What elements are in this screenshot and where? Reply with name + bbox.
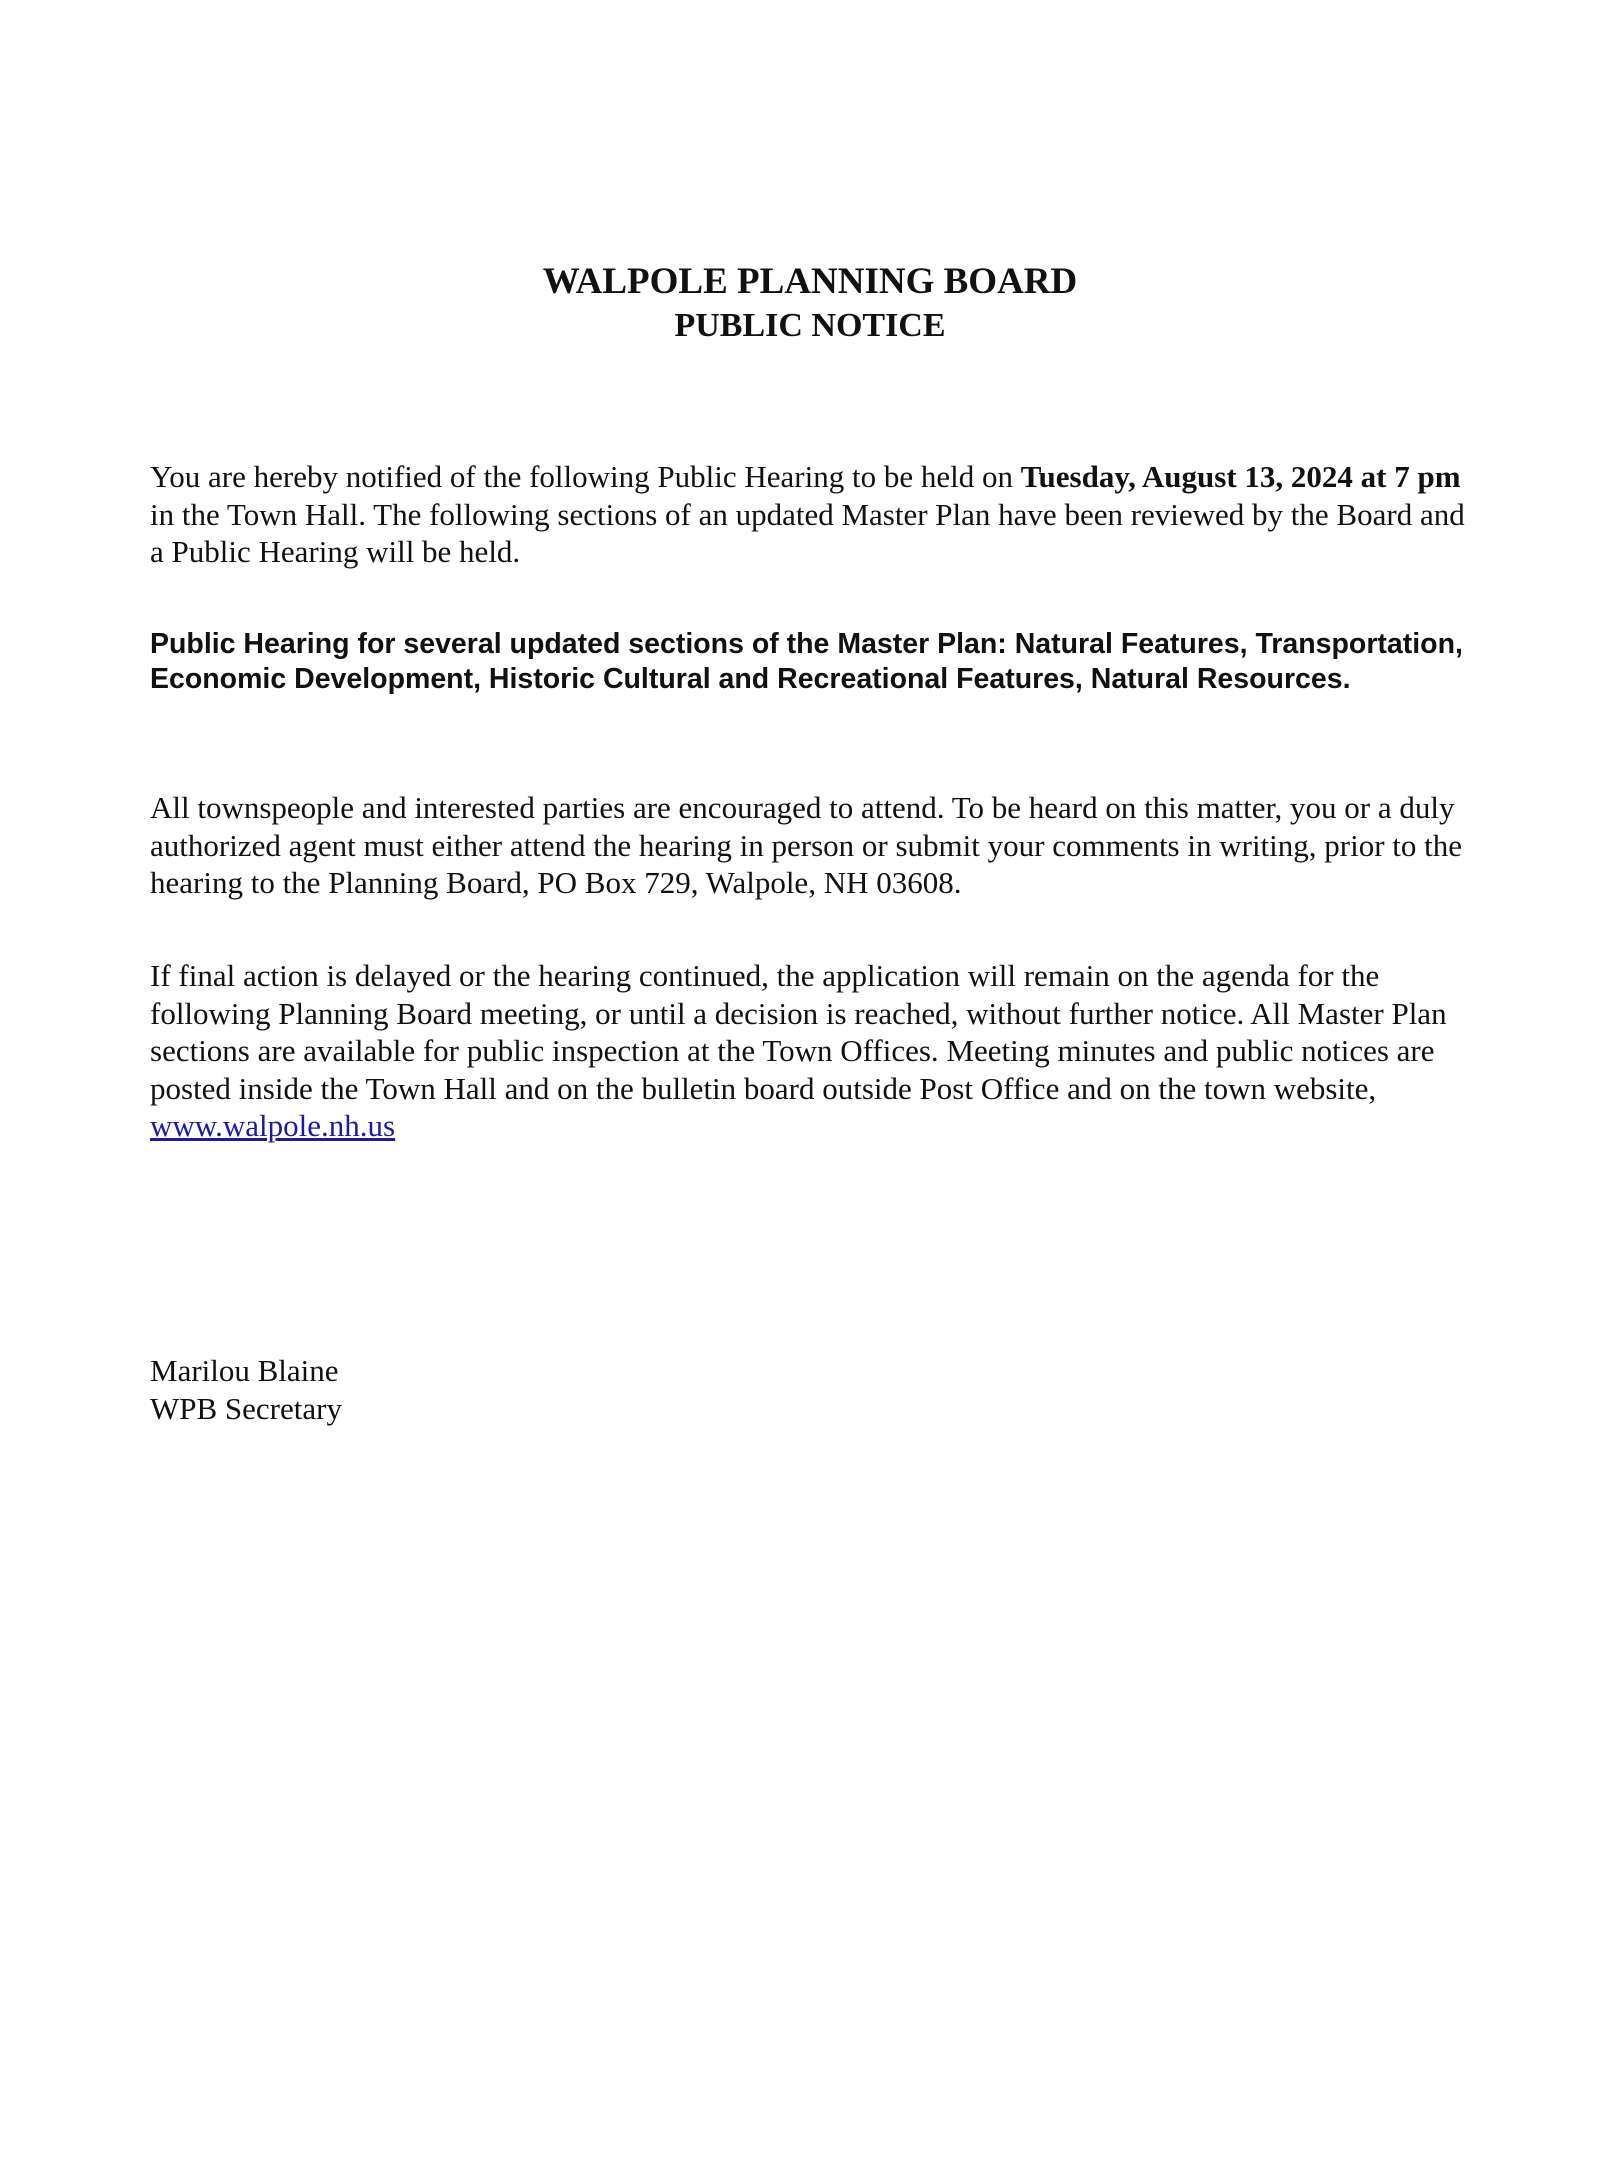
organization-title: WALPOLE PLANNING BOARD [542, 261, 1078, 302]
intro-lead: You are hereby notified of the following Public Hearing to be held on [150, 459, 1021, 494]
intro-rest: in the Town Hall. The following sections of an updated Master Plan have been reviewed by the Board and a Public Hearing will be held. [150, 496, 1465, 569]
signature-block [150, 1352, 342, 1427]
final-action-paragraph [150, 957, 1470, 1145]
signatory-name: Marilou Blaine [150, 1353, 339, 1388]
attendance-paragraph: All townspeople and interested parties are encouraged to attend. To be heard on this matter, you or a duly authorized agent must either attend the hearing in person or submit your comments in writing, prior to the hearing to the Planning Board, PO Box 729, Walpole, NH 03608. [150, 790, 1463, 900]
signatory-title: WPB Secretary [150, 1390, 342, 1426]
final-action-text: If final action is delayed or the hearing continued, the application will remain on the agenda for the following Planning Board meeting, or until a decision is reached, without further notice. All Master Plan sections are available for public inspection at the Town Offices. Meeting minutes and public notices are posted inside the Town Hall and on the bulletin board outside Post Office and on the town website, [150, 958, 1447, 1106]
notice-title: PUBLIC NOTICE [674, 307, 946, 344]
hearing-subject: Public Hearing for several updated sections of the Master Plan: Natural Features, Transportation, Economic Development, Historic Cultural and Recreational Features, Natural Resources. [150, 628, 1463, 695]
intro-paragraph [150, 458, 1470, 571]
hearing-date-time: Tuesday, August 13, 2024 at 7 pm [1020, 459, 1461, 494]
town-website-link[interactable]: www.walpole.nh.us [150, 1108, 396, 1143]
